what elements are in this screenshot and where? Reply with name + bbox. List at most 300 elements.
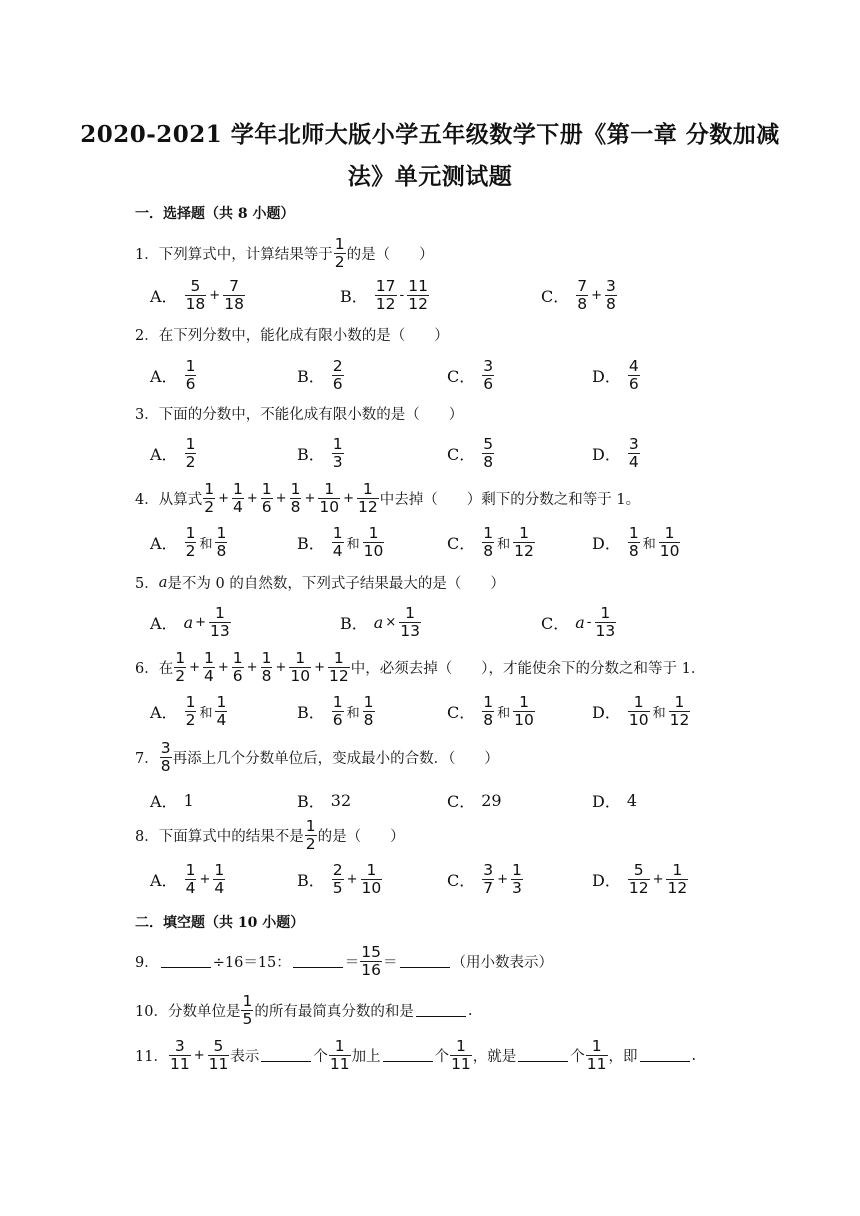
option-letter: D．: [592, 534, 621, 553]
q4-option-1: [150, 525, 228, 560]
question-text: ，就是: [472, 1049, 517, 1065]
question-4: [135, 481, 640, 516]
operator: +: [195, 615, 207, 630]
option-letter: C．: [447, 871, 476, 890]
fraction: [361, 862, 383, 897]
question-6: [135, 650, 705, 685]
fraction: [332, 694, 344, 729]
question-text: 在下列分数中，能化成有限小数的是（ ）: [158, 328, 449, 344]
numerator: 5: [633, 861, 644, 879]
operator: 和: [346, 706, 360, 721]
denominator: 8: [606, 295, 616, 313]
operator: 和: [199, 706, 213, 721]
option-letter: A．: [150, 792, 178, 811]
question-text: 下列算式中，计算结果等于: [158, 247, 333, 263]
denominator: 18: [224, 295, 244, 313]
fraction: [628, 525, 640, 560]
operator: 和: [497, 537, 511, 552]
denominator: 3: [332, 453, 343, 471]
numerator: 2: [332, 357, 343, 375]
fraction: [576, 278, 588, 313]
plus-sign: +: [218, 491, 230, 506]
question-number: 6．: [135, 661, 159, 677]
option-letter: C．: [447, 367, 476, 386]
q5-option-2: [340, 605, 422, 640]
fraction: [208, 1038, 230, 1073]
fraction: [289, 650, 311, 685]
q2-option-2: [297, 358, 345, 393]
option-letter: B．: [297, 534, 325, 553]
operator: +: [209, 288, 221, 303]
option-letter: C．: [447, 534, 476, 553]
question-number: 11．: [135, 1049, 168, 1065]
numerator: 1: [216, 524, 227, 542]
denominator: 4: [628, 453, 639, 471]
question-text: 中去掉（ ）剩下的分数之和等于 1。: [379, 492, 641, 508]
question-text: 表示: [230, 1049, 260, 1065]
denominator: 10: [363, 542, 384, 560]
numerator: 1: [324, 480, 335, 498]
fraction: [332, 525, 344, 560]
question-text: 个: [434, 1049, 450, 1065]
denominator: 6: [232, 667, 243, 685]
numerator: 3: [174, 1037, 185, 1055]
operator: -: [399, 288, 405, 303]
numerator: 1: [519, 693, 529, 711]
answer-blank: [400, 955, 450, 968]
denominator: 5: [332, 879, 343, 897]
denominator: 16: [361, 961, 382, 979]
numerator: 1: [674, 693, 685, 711]
q7-option-2: [297, 789, 351, 812]
numerator: 1: [204, 649, 214, 667]
question-text: ÷16＝15：: [212, 955, 291, 971]
equals-sign: ＝: [344, 955, 360, 971]
option-letter: C．: [447, 445, 476, 464]
question-1: [135, 236, 434, 271]
denominator: 2: [204, 498, 215, 516]
fraction: [511, 862, 523, 897]
fraction: [450, 1038, 472, 1073]
numerator: 5: [190, 277, 201, 295]
answer-blank: [518, 1049, 568, 1062]
denominator: 2: [334, 253, 345, 271]
operator: ×: [385, 615, 397, 630]
denominator: 4: [233, 498, 243, 516]
question-number: 1．: [135, 247, 159, 263]
denominator: 12: [375, 295, 396, 313]
denominator: 11: [451, 1055, 471, 1073]
question-text: 再添上几个分数单位后，变成最小的合数．（ ）: [172, 751, 499, 767]
numerator: 1: [242, 992, 253, 1010]
numerator: 1: [290, 480, 301, 498]
numerator: 1: [332, 524, 343, 542]
answer-blank: [640, 1049, 690, 1062]
numerator: 7: [229, 277, 239, 295]
fraction: [628, 436, 640, 471]
fraction: [215, 694, 227, 729]
denominator: 2: [185, 711, 196, 729]
operator: +: [346, 872, 358, 887]
denominator: 8: [261, 667, 272, 685]
plus-sign: +: [343, 491, 354, 506]
numerator: 1: [334, 235, 345, 253]
q7-option-4: [592, 789, 637, 812]
q2-option-4: [592, 358, 641, 393]
fraction: [185, 436, 197, 471]
fraction: [360, 944, 382, 979]
plus-sign: +: [304, 491, 316, 506]
question-text: 个: [570, 1049, 585, 1065]
denominator: 6: [261, 498, 272, 516]
section-heading-fill: 二．填空题（共 10 小题）: [135, 915, 305, 931]
fraction: [482, 525, 494, 560]
fraction: [332, 862, 344, 897]
q2-option-1: [150, 358, 197, 393]
q3-option-2: [297, 436, 345, 471]
option-letter: C．: [447, 703, 476, 722]
q6-option-1: [150, 694, 228, 729]
option-value: 29: [481, 791, 502, 810]
fraction: [666, 862, 688, 897]
answer-blank: [293, 955, 343, 968]
denominator: 7: [483, 879, 494, 897]
q8-option-1: [150, 862, 226, 897]
denominator: 8: [363, 711, 374, 729]
denominator: 2: [185, 453, 196, 471]
denominator: 8: [483, 542, 494, 560]
q5-option-3: [541, 605, 617, 640]
plus-sign: +: [193, 1048, 205, 1063]
fraction: [215, 525, 227, 560]
q8-option-4: [592, 862, 689, 897]
fraction: [185, 358, 197, 393]
option-letter: B．: [340, 614, 368, 633]
denominator: 2: [185, 542, 196, 560]
fraction: [605, 278, 617, 313]
numerator: 1: [483, 524, 494, 542]
variable: a: [183, 613, 194, 632]
q6-option-3: [447, 694, 536, 729]
question-text: .: [691, 1047, 697, 1064]
numerator: 1: [519, 524, 529, 542]
question-number: 2．: [135, 328, 159, 344]
option-letter: B．: [340, 287, 368, 306]
numerator: 3: [483, 861, 494, 879]
question-text: 加上: [351, 1049, 381, 1065]
fraction: [399, 605, 421, 640]
operator: +: [591, 288, 603, 303]
question-number: 9．: [135, 955, 159, 971]
denominator: 11: [169, 1055, 190, 1073]
q7-option-3: [447, 789, 502, 812]
numerator: 15: [361, 943, 382, 961]
fraction: [185, 278, 207, 313]
numerator: 1: [216, 693, 227, 711]
option-value: 1: [183, 791, 194, 810]
question-text: ，即: [608, 1049, 638, 1065]
fraction: [290, 481, 302, 516]
fraction: [407, 278, 429, 313]
denominator: 12: [667, 879, 688, 897]
numerator: 4: [628, 357, 639, 375]
fraction: [586, 1038, 608, 1073]
fraction: [482, 862, 494, 897]
plus-sign: +: [189, 660, 201, 675]
fraction: [482, 694, 494, 729]
denominator: 12: [514, 542, 534, 560]
numerator: 1: [405, 604, 416, 622]
fraction: [185, 862, 197, 897]
numerator: 5: [483, 435, 494, 453]
numerator: 1: [332, 693, 343, 711]
numerator: 1: [363, 693, 374, 711]
answer-blank: [161, 955, 211, 968]
denominator: 4: [204, 667, 214, 685]
fraction: [223, 278, 245, 313]
fraction: [203, 650, 215, 685]
fraction: [375, 278, 397, 313]
option-letter: D．: [592, 703, 621, 722]
numerator: 1: [185, 524, 196, 542]
question-3: [135, 403, 463, 424]
option-letter: A．: [150, 287, 178, 306]
q1-option-3: [541, 278, 618, 313]
numerator: 1: [305, 817, 316, 835]
equals-sign: ＝: [383, 955, 398, 971]
numerator: 1: [332, 435, 343, 453]
fraction: [669, 694, 691, 729]
denominator: 2: [305, 835, 316, 853]
denominator: 6: [628, 375, 639, 393]
denominator: 11: [208, 1055, 229, 1073]
operator: +: [199, 872, 211, 887]
option-letter: D．: [592, 792, 621, 811]
numerator: 1: [261, 649, 272, 667]
fraction: [318, 481, 340, 516]
answer-blank: [383, 1049, 433, 1062]
numerator: 1: [600, 604, 611, 622]
operator: +: [652, 872, 664, 887]
plus-sign: +: [314, 660, 325, 675]
numerator: 1: [628, 524, 639, 542]
fraction: [628, 358, 640, 393]
fraction: [213, 862, 225, 897]
option-letter: B．: [297, 792, 325, 811]
fraction: [332, 436, 344, 471]
numerator: 1: [185, 861, 196, 879]
question-text: 的是（ ）: [317, 829, 405, 845]
operator: 和: [642, 537, 656, 552]
denominator: 8: [290, 498, 301, 516]
question-number: 4．: [135, 492, 159, 508]
q3-option-3: [447, 436, 495, 471]
numerator: 1: [334, 1037, 345, 1055]
numerator: 7: [577, 277, 588, 295]
option-letter: A．: [150, 445, 178, 464]
option-letter: B．: [297, 871, 325, 890]
q3-option-1: [150, 436, 197, 471]
question-2: [135, 324, 449, 345]
fraction: [185, 525, 197, 560]
fraction: [363, 525, 385, 560]
numerator: 1: [455, 1037, 466, 1055]
q1-option-2: [340, 278, 430, 313]
question-text: 下面算式中的结果不是: [158, 829, 304, 845]
fraction: [329, 1038, 351, 1073]
numerator: 11: [408, 277, 428, 295]
question-text: 从算式: [158, 492, 203, 508]
denominator: 4: [216, 711, 227, 729]
q1-option-1: [150, 278, 246, 313]
denominator: 12: [358, 498, 378, 516]
numerator: 3: [160, 739, 171, 757]
fraction: [185, 694, 197, 729]
denominator: 13: [210, 622, 230, 640]
fraction: [174, 650, 186, 685]
denominator: 8: [216, 542, 227, 560]
question-text: .: [467, 1002, 473, 1019]
option-letter: D．: [592, 871, 621, 890]
numerator: 1: [512, 861, 522, 879]
denominator: 8: [160, 757, 171, 775]
fraction: [363, 694, 375, 729]
operator: 和: [652, 706, 666, 721]
fraction: [513, 694, 535, 729]
denominator: 6: [483, 375, 494, 393]
denominator: 10: [290, 667, 311, 685]
q4-option-4: [592, 525, 681, 560]
q5-option-1: [150, 605, 232, 640]
numerator: 1: [664, 524, 675, 542]
numerator: 1: [368, 524, 379, 542]
denominator: 2: [175, 667, 186, 685]
numerator: 1: [214, 604, 225, 622]
denominator: 11: [586, 1055, 607, 1073]
denominator: 12: [628, 879, 649, 897]
numerator: 1: [591, 1037, 602, 1055]
denominator: 10: [361, 879, 382, 897]
denominator: 8: [483, 711, 494, 729]
numerator: 1: [362, 480, 373, 498]
denominator: 6: [332, 711, 343, 729]
question-number: 3．: [135, 407, 159, 423]
operator: 和: [199, 537, 213, 552]
option-letter: D．: [592, 445, 621, 464]
question-10: [135, 993, 472, 1028]
numerator: 3: [483, 357, 494, 375]
question-text: 分数单位是: [167, 1004, 241, 1020]
option-letter: C．: [447, 792, 476, 811]
numerator: 1: [672, 861, 683, 879]
denominator: 8: [628, 542, 639, 560]
numerator: 1: [633, 693, 644, 711]
denominator: 10: [514, 711, 534, 729]
numerator: 17: [375, 277, 396, 295]
numerator: 1: [185, 357, 196, 375]
denominator: 6: [185, 375, 196, 393]
q4-option-3: [447, 525, 536, 560]
denominator: 8: [483, 453, 494, 471]
denominator: 13: [595, 622, 616, 640]
q2-option-3: [447, 358, 495, 393]
numerator: 2: [332, 861, 343, 879]
denominator: 10: [319, 498, 340, 516]
option-letter: A．: [150, 614, 178, 633]
numerator: 1: [175, 649, 186, 667]
variable: a: [158, 574, 168, 591]
fraction: [334, 236, 346, 271]
question-number: 10．: [135, 1004, 168, 1020]
question-8: [135, 818, 405, 853]
answer-blank: [261, 1049, 311, 1062]
plus-sign: +: [217, 660, 229, 675]
denominator: 12: [329, 667, 349, 685]
question-5: [135, 572, 505, 593]
denominator: 12: [669, 711, 690, 729]
numerator: 1: [483, 693, 494, 711]
question-9: [135, 944, 553, 979]
question-text: 的是（ ）: [346, 247, 434, 263]
fraction: [160, 740, 172, 775]
plus-sign: +: [246, 491, 258, 506]
option-letter: B．: [297, 703, 325, 722]
operator: 和: [497, 706, 511, 721]
operator: +: [497, 872, 509, 887]
numerator: 3: [606, 277, 616, 295]
denominator: 6: [332, 375, 343, 393]
fraction: [628, 862, 650, 897]
question-text: 下面的分数中，不能化成有限小数的是（ ）: [158, 407, 464, 423]
fraction: [595, 605, 617, 640]
plus-sign: +: [246, 660, 258, 675]
fraction: [241, 993, 253, 1028]
numerator: 1: [204, 480, 215, 498]
question-text: 中，必须去掉（ ），才能使余下的分数之和等于 1．: [350, 661, 706, 677]
fraction: [328, 650, 350, 685]
fraction: [628, 694, 650, 729]
denominator: 13: [400, 622, 420, 640]
question-text: 是不为 0 的自然数，下列式子结果最大的是（ ）: [167, 576, 505, 592]
fraction: [357, 481, 379, 516]
question-number: 7．: [135, 751, 159, 767]
plus-sign: +: [275, 660, 287, 675]
numerator: 1: [232, 649, 243, 667]
q8-option-2: [297, 862, 383, 897]
numerator: 3: [628, 435, 639, 453]
numerator: 1: [214, 861, 225, 879]
operator: -: [586, 615, 592, 630]
question-text: 的所有最简真分数的和是: [254, 1004, 414, 1020]
denominator: 4: [332, 542, 343, 560]
fraction: [261, 481, 273, 516]
fraction: [482, 358, 494, 393]
question-number: 5．: [135, 576, 159, 592]
question-11: [135, 1038, 696, 1073]
option-letter: D．: [592, 367, 621, 386]
option-letter: B．: [297, 367, 325, 386]
numerator: 1: [333, 649, 344, 667]
fraction: [513, 525, 535, 560]
numerator: 1: [185, 693, 196, 711]
denominator: 4: [214, 879, 225, 897]
question-text: 个: [313, 1049, 328, 1065]
denominator: 3: [512, 879, 522, 897]
q7-option-1: [150, 789, 194, 812]
denominator: 12: [408, 295, 428, 313]
denominator: 8: [577, 295, 588, 313]
denominator: 4: [185, 879, 196, 897]
